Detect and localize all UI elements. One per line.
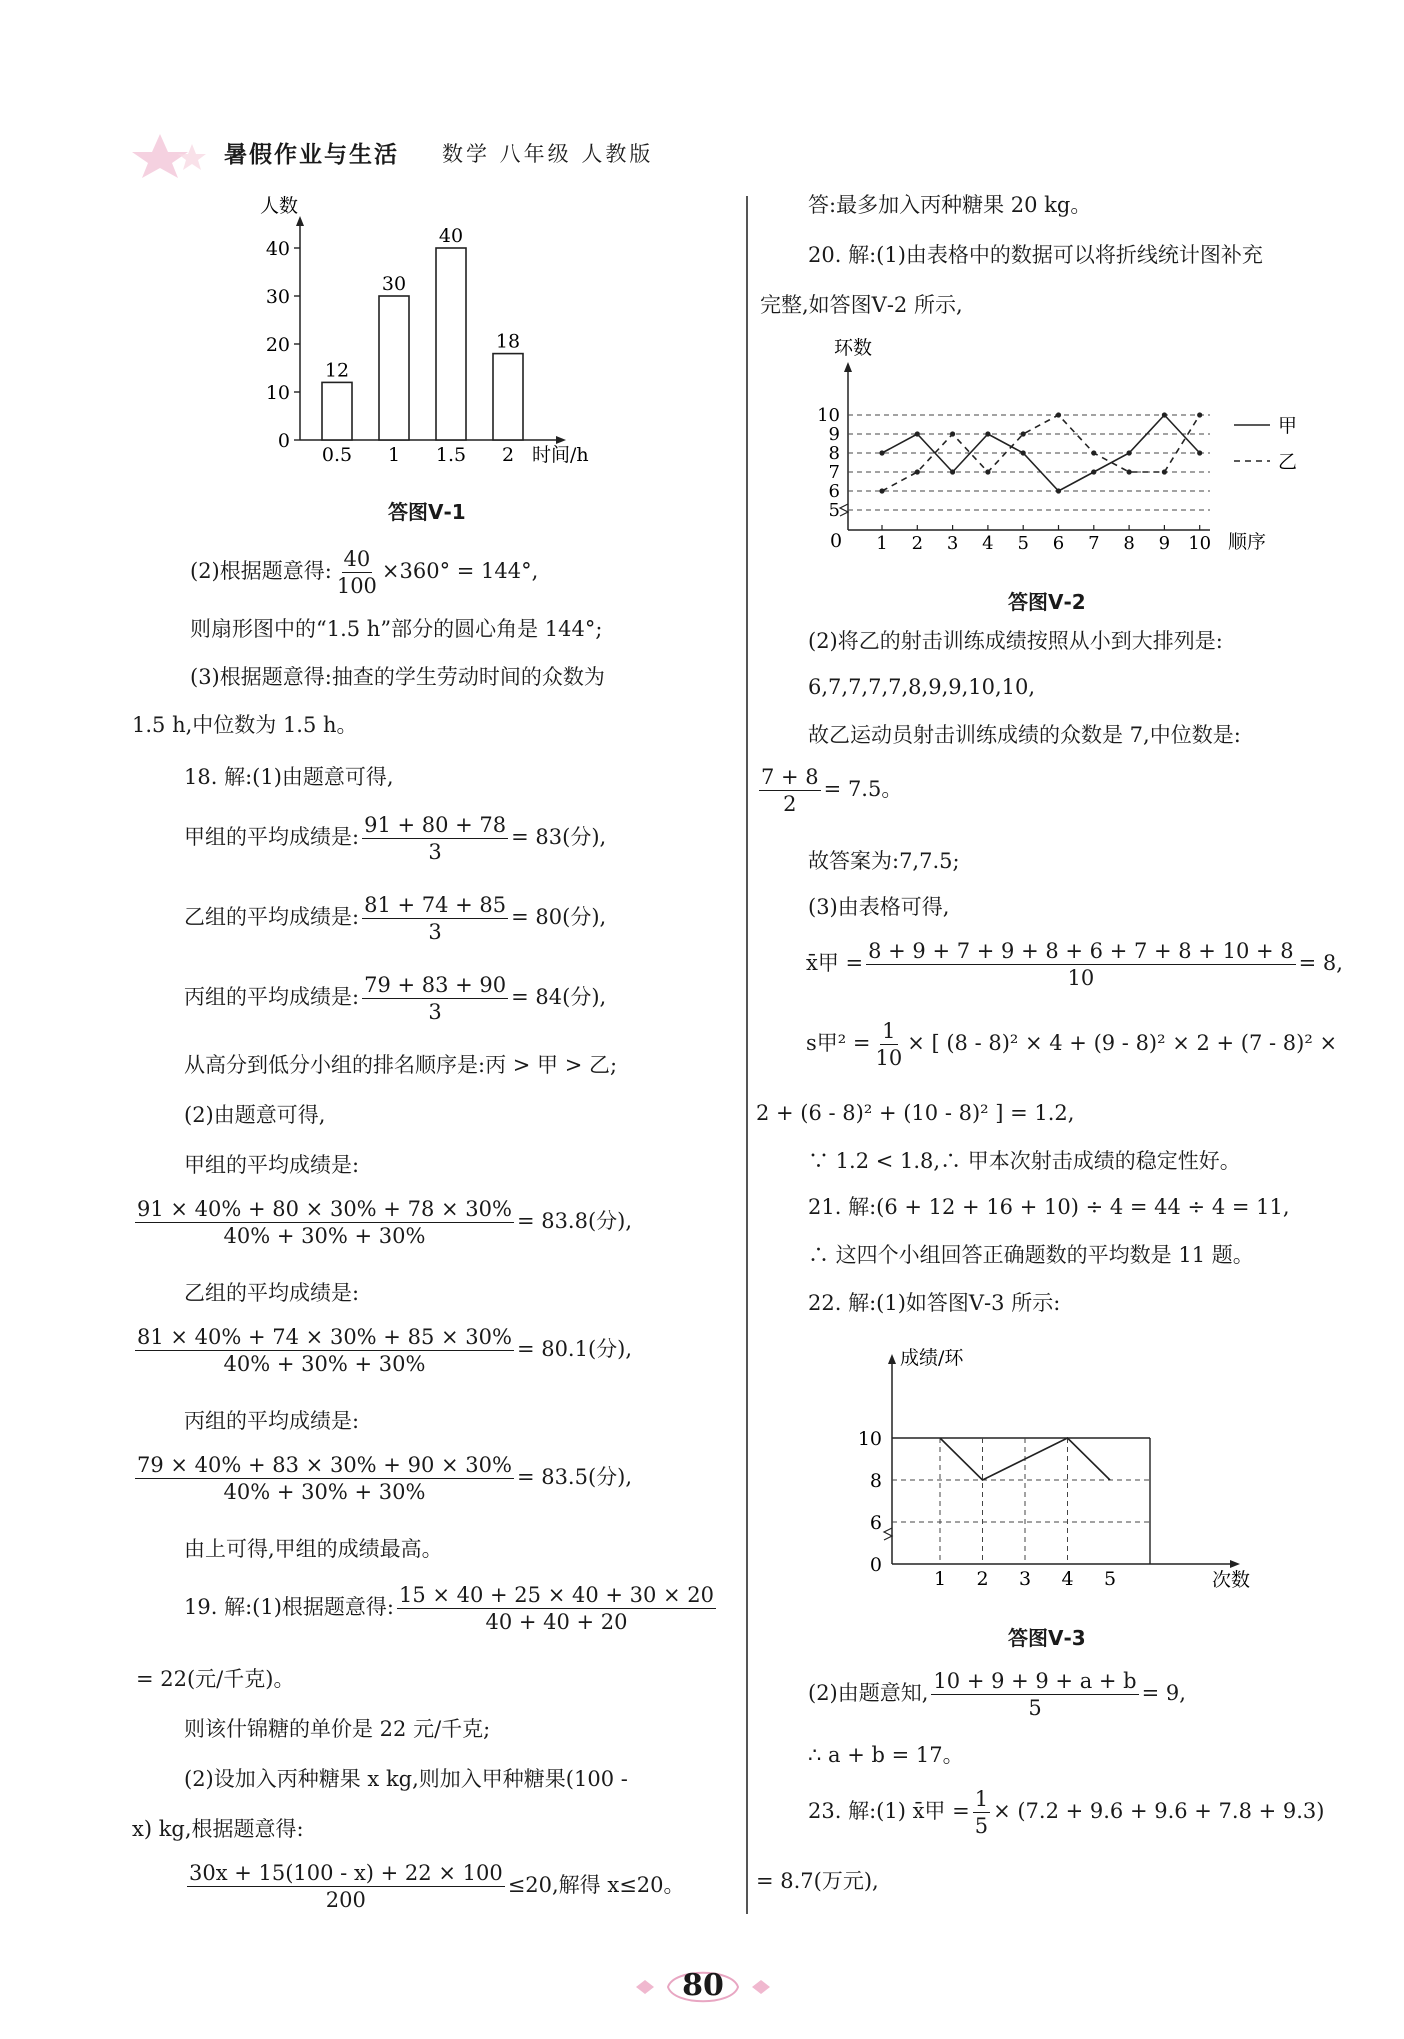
series-yi-point	[879, 488, 884, 493]
numerator: 81 × 40% + 74 × 30% + 85 × 30%	[137, 1325, 512, 1349]
chart2-xtick-label: 5	[1017, 533, 1029, 554]
text-span: s甲² =	[806, 1031, 871, 1055]
text-line: (2)将乙的射击训练成绩按照从小到大排列是:	[808, 629, 1223, 653]
diamond-decoration-icon	[634, 1978, 656, 1996]
chart3-ytick-label: 0	[869, 1554, 882, 1576]
text-span: 乙组的平均成绩是:	[184, 905, 360, 929]
chart2-xtick-label: 6	[1052, 533, 1065, 554]
denominator: 40% + 30% + 30%	[223, 1224, 426, 1248]
chart3-xaxis-arrow-icon	[1230, 1560, 1240, 1568]
series-jia-point	[1091, 469, 1096, 474]
chart1-xlabel: 时间/h	[532, 444, 589, 466]
denominator: 10	[1067, 966, 1095, 990]
chart1-bar	[322, 382, 352, 440]
diamond-decoration-icon	[750, 1978, 772, 1996]
chart3-yaxis-arrow-icon	[888, 1354, 896, 1364]
chart3-xtick-label: 2	[976, 1568, 989, 1590]
series-yi-point	[1162, 469, 1167, 474]
chart2-xtick-label: 9	[1158, 533, 1171, 554]
chart1-xaxis-arrow-icon	[556, 436, 566, 444]
chart2-xlabel: 顺序	[1228, 531, 1267, 553]
chart2-ytick-label: 7	[828, 462, 840, 483]
text-line	[184, 812, 606, 865]
text-span: = 80.1(分),	[516, 1337, 633, 1361]
chart1-ytick-label: 30	[265, 286, 290, 308]
fraction	[873, 1018, 904, 1071]
chart1-xtick-label: 0.5	[321, 444, 353, 466]
chart2-ytick-label: 9	[828, 424, 840, 445]
axis-break-icon	[840, 504, 848, 516]
series-jia-point	[915, 431, 920, 436]
text-line	[184, 1860, 685, 1913]
chart1-xtick-label: 1.5	[435, 444, 467, 466]
fraction	[362, 892, 508, 945]
series-jia-point	[879, 450, 884, 455]
text-line: 2 + (6 - 8)² + (10 - 8)² ] = 1.2,	[756, 1101, 1075, 1125]
text-line: 丙组的平均成绩是:	[184, 1409, 360, 1433]
numerator: 10 + 9 + 9 + a + b	[933, 1669, 1137, 1693]
numerator: 1	[882, 1019, 896, 1043]
series-jia-point	[950, 469, 955, 474]
numerator: 91 + 80 + 78	[364, 813, 507, 837]
text-line: 1.5 h,中位数为 1.5 h。	[132, 713, 358, 737]
text-line: (3)由表格可得,	[808, 895, 950, 919]
column-divider	[746, 196, 748, 1914]
text-line: (2)设加入丙种糖果 x kg,则加入甲种糖果(100 -	[184, 1767, 628, 1791]
chart2-xtick-label: 1	[876, 533, 888, 554]
text-line: 故答案为:7,7.5;	[808, 849, 960, 873]
denominator: 3	[428, 1000, 442, 1024]
text-line: 乙组的平均成绩是:	[184, 1281, 360, 1305]
denominator: 2	[783, 792, 797, 816]
text-line	[808, 1786, 1325, 1839]
text-span: = 8,	[1298, 951, 1343, 975]
chart2-xtick-label: 8	[1123, 533, 1135, 554]
chart3-xtick-label: 5	[1103, 1568, 1117, 1590]
chart1-ytick-label: 0	[277, 430, 290, 452]
text-line: 22. 解:(1)如答图Ⅴ-3 所示:	[808, 1291, 1061, 1315]
text-line: 则该什锦糖的单价是 22 元/千克;	[184, 1717, 491, 1741]
chart1-xtick-label: 1	[387, 444, 401, 466]
text-line: 则扇形图中的“1.5 h”部分的圆心角是 144°;	[190, 617, 603, 641]
text-line: 答:最多加入丙种糖果 20 kg。	[808, 193, 1092, 217]
numerator: 15 × 40 + 25 × 40 + 30 × 20	[398, 1583, 715, 1607]
text-line: 由上可得,甲组的成绩最高。	[184, 1537, 443, 1561]
text-span: × [ (8 - 8)² × 4 + (9 - 8)² × 2 + (7 - 8)² ×	[907, 1031, 1338, 1055]
text-line: (3)根据题意得:抽查的学生劳动时间的众数为	[190, 665, 605, 689]
fraction	[362, 812, 508, 865]
numerator: 40	[343, 547, 371, 571]
numerator: 8 + 9 + 7 + 9 + 8 + 6 + 7 + 8 + 10 + 8	[868, 939, 1294, 963]
star-decoration-icon	[120, 130, 220, 178]
series-jia-point	[985, 431, 990, 436]
chart2-ytick-label: 10	[817, 405, 840, 426]
series-yi-point	[1021, 431, 1026, 436]
text-line	[808, 1668, 1186, 1721]
text-span: ≤20,解得 x≤20。	[507, 1873, 685, 1897]
chart1-bar-value-label: 30	[381, 273, 407, 295]
text-line	[806, 1018, 1337, 1071]
legend-label-yi: 乙	[1278, 451, 1298, 473]
text-span: ×360° = 144°,	[381, 559, 539, 583]
text-span: x̄甲 =	[806, 951, 864, 975]
series-yi-point	[1091, 450, 1096, 455]
numerator: 79 + 83 + 90	[364, 973, 507, 997]
text-line	[132, 1324, 632, 1377]
text-line: 甲组的平均成绩是:	[184, 1153, 360, 1177]
text-line: = 22(元/千克)。	[136, 1667, 295, 1691]
chart1-ytick-label: 40	[265, 238, 290, 260]
text-line: 18. 解:(1)由题意可得,	[184, 765, 394, 789]
page-number-text: 80	[682, 1968, 724, 2003]
chart3-xtick-label: 3	[1018, 1568, 1032, 1590]
series-jia-point	[1021, 450, 1026, 455]
text-span: = 80(分),	[511, 905, 607, 929]
legend-label-jia: 甲	[1278, 415, 1298, 437]
text-line	[806, 938, 1343, 991]
axis-break-icon	[884, 1528, 892, 1540]
text-span: = 9,	[1141, 1681, 1186, 1705]
text-line	[184, 972, 606, 1025]
text-span: 丙组的平均成绩是:	[184, 985, 360, 1009]
chart1-xtick-label: 2	[501, 444, 515, 466]
line-chart-scores	[846, 1334, 1286, 1594]
text-line: 21. 解:(6 + 12 + 16 + 10) ÷ 4 = 44 ÷ 4 = 11,	[808, 1195, 1290, 1219]
fraction	[866, 938, 1296, 991]
text-span: 19. 解:(1)根据题意得:	[184, 1595, 394, 1619]
chart3-ytick-label: 8	[869, 1470, 882, 1492]
chart2-yaxis-arrow-icon	[844, 362, 852, 372]
series-yi-point	[950, 431, 955, 436]
denominator: 40 + 40 + 20	[485, 1610, 628, 1634]
fraction	[135, 1452, 514, 1505]
text-span: (2)根据题意得:	[190, 559, 332, 583]
text-line	[184, 1582, 719, 1635]
chart2-ylabel: 环数	[834, 337, 873, 359]
text-line	[756, 764, 902, 817]
numerator: 91 × 40% + 80 × 30% + 78 × 30%	[137, 1197, 512, 1221]
series-yi-point	[985, 469, 990, 474]
text-line: (2)由题意可得,	[184, 1103, 326, 1127]
denominator: 5	[1028, 1696, 1042, 1720]
fraction	[397, 1582, 716, 1635]
chart3-caption: 答图Ⅴ-3	[1008, 1626, 1086, 1650]
text-span: × (7.2 + 9.6 + 9.6 + 7.8 + 9.3)	[993, 1799, 1325, 1823]
denominator: 3	[428, 840, 442, 864]
chart3-ylabel: 成绩/环	[900, 1347, 964, 1369]
chart1-bar-value-label: 40	[438, 225, 464, 247]
text-line: 6,7,7,7,7,8,9,9,10,10,	[808, 675, 1036, 699]
chart2-caption: 答图Ⅴ-2	[1008, 590, 1086, 614]
chart1-caption: 答图Ⅴ-1	[388, 500, 466, 524]
chart1-bar	[379, 296, 409, 440]
chart3-xtick-label: 1	[933, 1568, 947, 1590]
denominator: 40% + 30% + 30%	[223, 1480, 426, 1504]
chart2-xtick-label: 2	[911, 533, 924, 554]
series-yi-point	[1127, 469, 1132, 474]
series-yi-point	[1197, 412, 1202, 417]
numerator: 79 × 40% + 83 × 30% + 90 × 30%	[137, 1453, 512, 1477]
chart2-origin: 0	[830, 530, 843, 552]
text-span: = 83.5(分),	[516, 1465, 633, 1489]
fraction	[135, 1324, 514, 1377]
text-line: 完整,如答图Ⅴ-2 所示,	[760, 293, 963, 317]
line-chart-shooting	[810, 330, 1330, 560]
text-span: 23. 解:(1) x̄甲 =	[808, 1799, 970, 1823]
text-line: ∴ 这四个小组回答正确题数的平均数是 11 题。	[808, 1243, 1254, 1267]
text-line	[132, 1196, 632, 1249]
text-line	[184, 892, 606, 945]
text-line: 20. 解:(1)由表格中的数据可以将折线统计图补充	[808, 243, 1263, 267]
text-line: ∵ 1.2 < 1.8,∴ 甲本次射击成绩的稳定性好。	[808, 1149, 1241, 1173]
denominator: 5	[974, 1814, 989, 1838]
chart1-bar	[436, 248, 466, 440]
denominator: 10	[875, 1046, 903, 1070]
chart3-xtick-label: 4	[1061, 1568, 1074, 1590]
denominator: 200	[325, 1888, 366, 1912]
fraction	[759, 764, 821, 817]
chart1-bar-value-label: 18	[495, 330, 521, 353]
chart2-xtick-label: 10	[1188, 533, 1212, 554]
text-line	[132, 1452, 632, 1505]
page-header	[120, 130, 800, 178]
series-jia-point	[1127, 450, 1132, 455]
series-yi-point	[915, 469, 920, 474]
fraction	[362, 972, 508, 1025]
fraction	[335, 546, 379, 599]
chart3-ytick-label: 6	[869, 1512, 882, 1534]
series-jia-point	[1162, 412, 1167, 417]
text-line: 故乙运动员射击训练成绩的众数是 7,中位数是:	[808, 723, 1241, 747]
numerator: 1	[974, 1787, 989, 1811]
series-jia-point	[1056, 488, 1061, 493]
series-yi-point	[1056, 412, 1061, 417]
denominator: 3	[428, 920, 442, 944]
text-span: 甲组的平均成绩是:	[184, 825, 360, 849]
chart3-ytick-label: 10	[857, 1428, 882, 1450]
chart1-ytick-label: 20	[265, 334, 290, 356]
book-subtitle: 数学 八年级 人教版	[442, 142, 654, 166]
chart2-ytick-label: 5	[828, 500, 840, 521]
text-line: ∴ a + b = 17。	[808, 1743, 964, 1767]
fraction	[931, 1668, 1138, 1721]
chart1-ylabel: 人数	[260, 195, 299, 217]
text-line: x) kg,根据题意得:	[132, 1817, 304, 1841]
fraction	[187, 1860, 505, 1913]
chart1-bar	[493, 354, 523, 440]
denominator: 40% + 30% + 30%	[223, 1352, 426, 1376]
text-span: = 83.8(分),	[516, 1209, 633, 1233]
text-span: = 83(分),	[511, 825, 607, 849]
fraction	[973, 1786, 990, 1839]
text-span: = 7.5。	[823, 777, 903, 801]
series-jia-point	[1197, 450, 1202, 455]
text-span: = 84(分),	[511, 985, 607, 1009]
chart1-yaxis-arrow-icon	[296, 216, 304, 226]
chart2-xtick-label: 4	[982, 533, 994, 554]
text-span: (2)由题意知,	[808, 1681, 929, 1705]
denominator: 100	[336, 574, 377, 598]
chart3-xlabel: 次数	[1212, 1569, 1251, 1591]
chart2-ytick-label: 6	[828, 481, 840, 502]
bar-chart	[250, 190, 630, 470]
numerator: 30x + 15(100 - x) + 22 × 100	[189, 1861, 503, 1885]
text-line: = 8.7(万元),	[756, 1869, 879, 1893]
numerator: 7 + 8	[761, 765, 819, 789]
chart3-score-line	[940, 1438, 1110, 1480]
numerator: 81 + 74 + 85	[364, 893, 507, 917]
text-line: 从高分到低分小组的排名顺序是:丙 > 甲 > 乙;	[184, 1053, 618, 1077]
page-number	[660, 1962, 746, 2012]
chart1-ytick-label: 10	[265, 382, 290, 404]
fraction	[135, 1196, 514, 1249]
text-line	[190, 546, 538, 599]
chart2-xtick-label: 7	[1088, 533, 1100, 554]
chart1-bar-value-label: 12	[324, 359, 350, 382]
chart2-xtick-label: 3	[946, 533, 959, 554]
chart2-ytick-label: 8	[828, 443, 840, 464]
book-title: 暑假作业与生活	[224, 142, 399, 168]
